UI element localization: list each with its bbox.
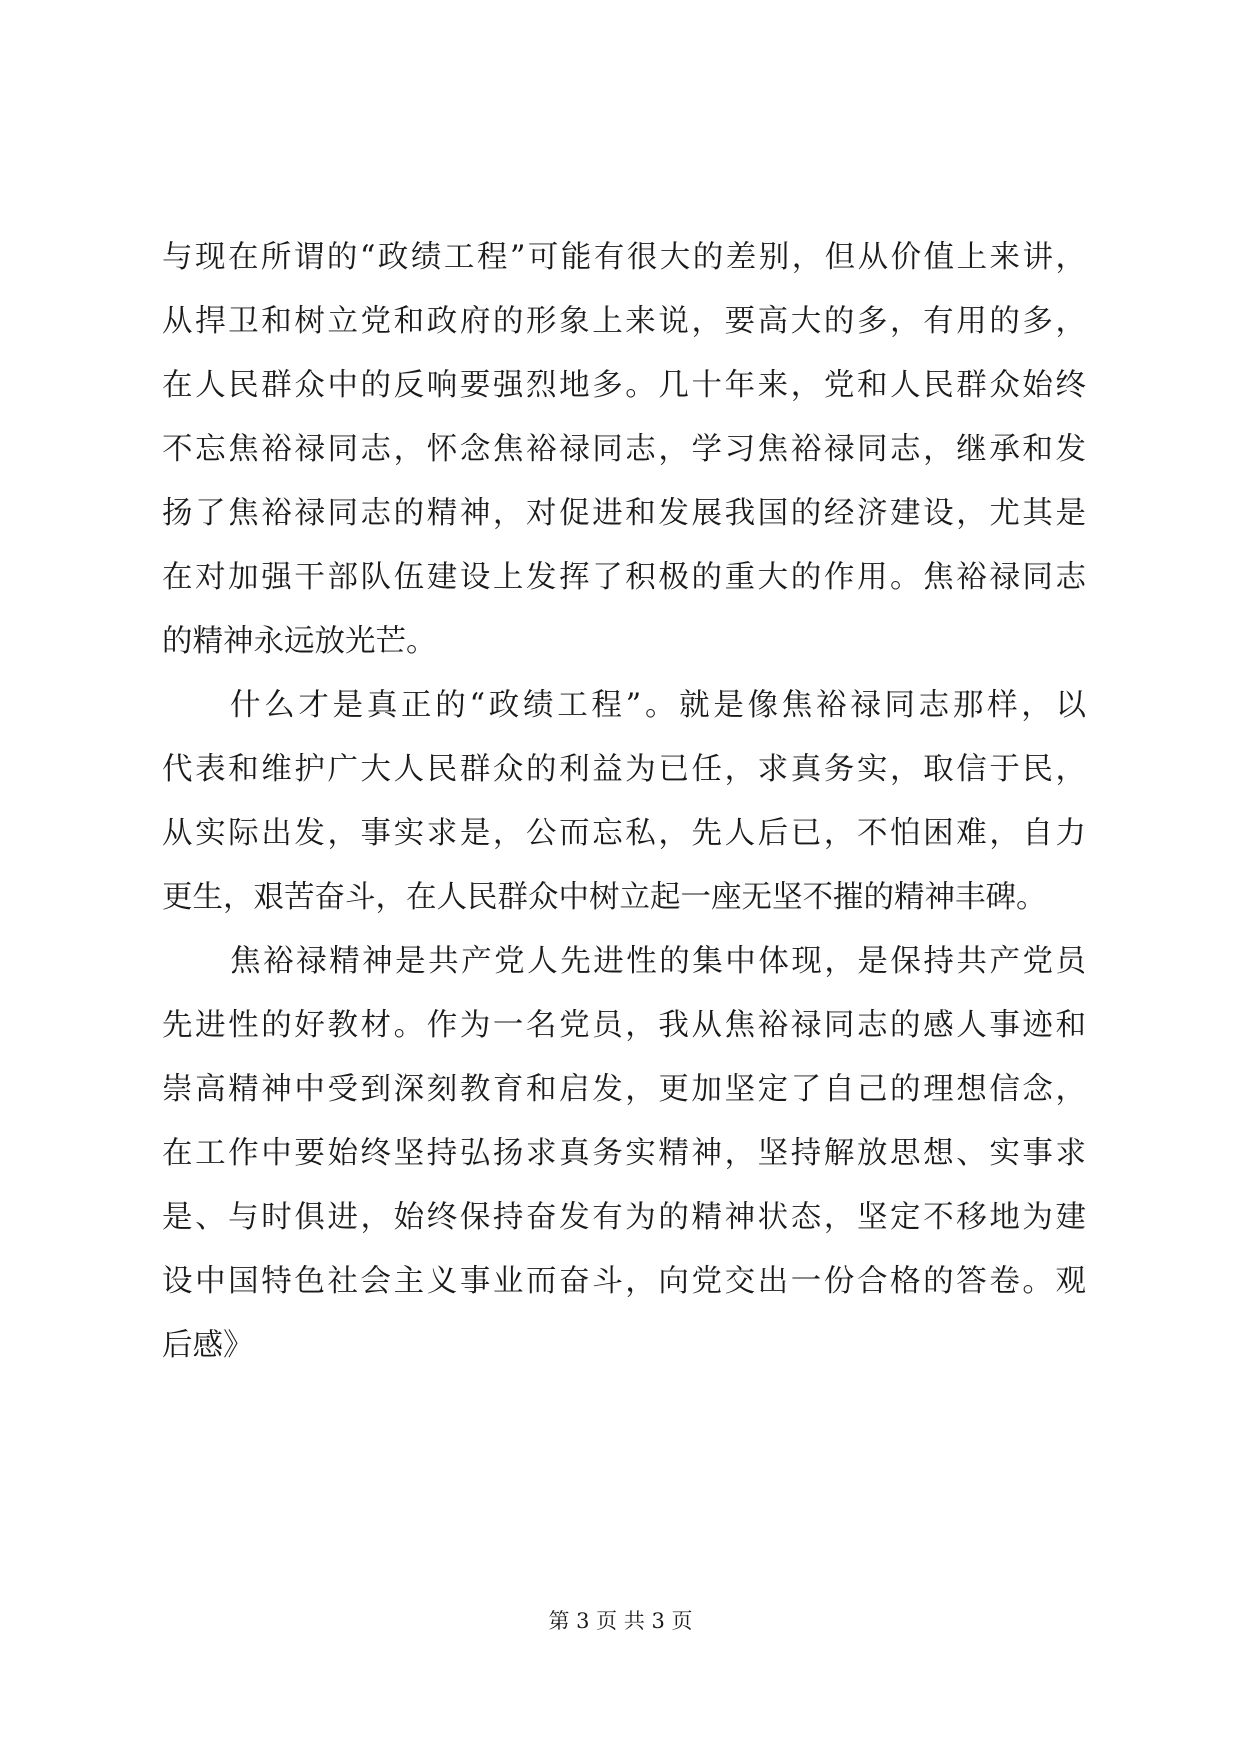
paragraph-first-line: 什么才是真正的“政绩工程”。就是像焦裕禄同志那样，以 (230, 688, 1086, 723)
text-line: 在对加强干部队伍建设上发挥了积极的重大的作用。焦裕禄同志 (162, 560, 1086, 595)
text-line: 在工作中要始终坚持弘扬求真务实精神，坚持解放思想、实事求 (162, 1136, 1086, 1171)
text-line: 设中国特色社会主义事业而奋斗，向党交出一份合格的答卷。观 (162, 1264, 1086, 1299)
text-line: 在人民群众中的反响要强烈地多。几十年来，党和人民群众始终 (162, 368, 1086, 403)
text-line: 更生，艰苦奋斗，在人民群众中树立起一座无坚不摧的精神丰碑。 (162, 880, 1047, 915)
text-line: 是、与时俱进，始终保持奋发有为的精神状态，坚定不移地为建 (162, 1200, 1086, 1235)
text-line: 扬了焦裕禄同志的精神，对促进和发展我国的经济建设，尤其是 (162, 496, 1086, 531)
paragraph-first-line: 焦裕禄精神是共产党人先进性的集中体现，是保持共产党员 (230, 944, 1086, 979)
text-line: 与现在所谓的“政绩工程”可能有很大的差别，但从价值上来讲， (162, 240, 1086, 275)
text-line: 的精神永远放光芒。 (162, 624, 437, 659)
text-line: 不忘焦裕禄同志，怀念焦裕禄同志，学习焦裕禄同志，继承和发 (162, 432, 1086, 467)
text-line: 后感》 (162, 1328, 254, 1363)
text-line: 先进性的好教材。作为一名党员，我从焦裕禄同志的感人事迹和 (162, 1008, 1086, 1043)
text-line: 代表和维护广大人民群众的利益为已任，求真务实，取信于民， (162, 752, 1086, 787)
page-number-footer: 第 3 页 共 3 页 (548, 1609, 693, 1633)
text-line: 从实际出发，事实求是，公而忘私，先人后已，不怕困难，自力 (162, 816, 1086, 851)
text-line: 崇高精神中受到深刻教育和启发，更加坚定了自己的理想信念， (162, 1072, 1086, 1107)
document-body (162, 226, 1086, 1378)
text-line: 从捍卫和树立党和政府的形象上来说，要高大的多，有用的多， (162, 304, 1086, 339)
